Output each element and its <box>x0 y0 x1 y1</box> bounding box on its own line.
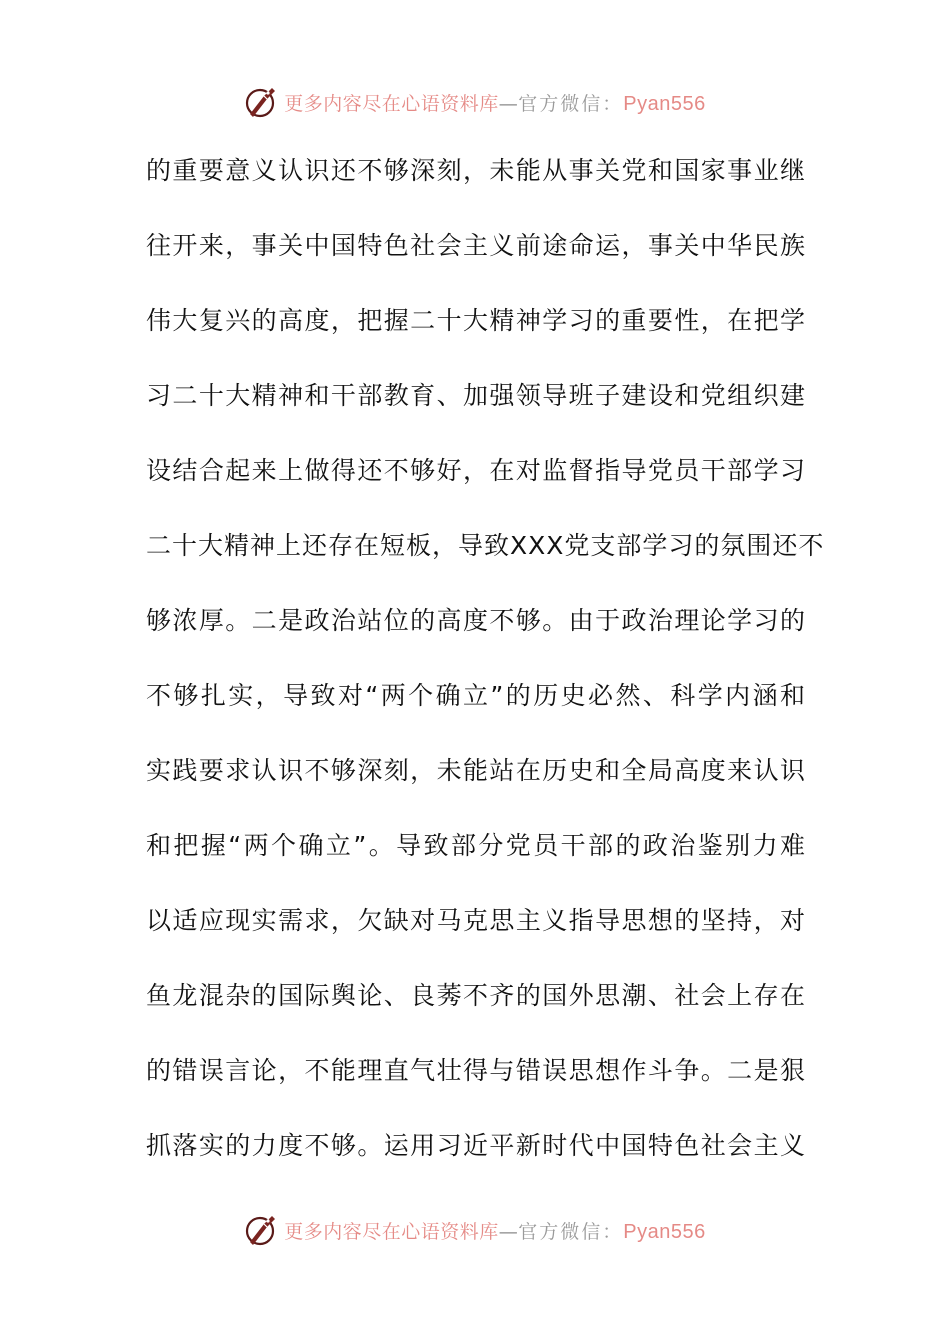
body-line: 以适应现实需求，欠缺对马克思主义指导思想的坚持，对 <box>146 906 806 935</box>
body-line: 习二十大精神和干部教育、加强领导班子建设和党组织建 <box>146 381 806 410</box>
body-line: 往开来，事关中国特色社会主义前途命运，事关中华民族 <box>146 231 806 260</box>
body-line: 不够扎实，导致对“两个确立”的历史必然、科学内涵和 <box>146 681 806 710</box>
body-line: 够浓厚。二是政治站位的高度不够。由于政治理论学习的 <box>146 606 806 635</box>
pen-nib-logo-icon <box>244 84 280 120</box>
header-banner-text <box>284 89 706 116</box>
header-dash: — <box>498 92 519 115</box>
footer-dash: — <box>498 1220 519 1243</box>
header-wechat-id: Pyan556 <box>623 92 706 115</box>
body-line: 二十大精神上还存在短板，导致XXX党支部学习的氛围还不 <box>146 531 825 560</box>
body-line: 实践要求认识不够深刻，未能站在历史和全局高度来认识 <box>146 756 806 785</box>
footer-banner-text <box>284 1217 706 1244</box>
body-line: 抓落实的力度不够。运用习近平新时代中国特色社会主义 <box>146 1131 806 1160</box>
body-line: 和把握“两个确立”。导致部分党员干部的政治鉴别力难 <box>146 831 806 860</box>
body-line: 鱼龙混杂的国际舆论、良莠不齐的国外思潮、社会上存在 <box>146 981 806 1010</box>
header-wechat-label: 官方微信： <box>518 92 624 115</box>
body-line: 的重要意义认识还不够深刻，未能从事关党和国家事业继 <box>146 156 806 185</box>
body-line: 的错误言论，不能理直气壮得与错误思想作斗争。二是狠 <box>146 1056 806 1085</box>
header-banner <box>0 80 950 124</box>
pen-nib-logo-icon <box>244 1212 280 1248</box>
header-site-text: 更多内容尽在心语资料库 <box>284 92 499 115</box>
footer-banner <box>0 1208 950 1252</box>
document-body <box>146 146 825 1196</box>
body-line: 设结合起来上做得还不够好，在对监督指导党员干部学习 <box>146 456 806 485</box>
footer-site-text: 更多内容尽在心语资料库 <box>284 1220 499 1243</box>
body-line: 伟大复兴的高度，把握二十大精神学习的重要性，在把学 <box>146 306 806 335</box>
footer-wechat-label: 官方微信： <box>518 1220 624 1243</box>
footer-wechat-id: Pyan556 <box>623 1220 706 1243</box>
